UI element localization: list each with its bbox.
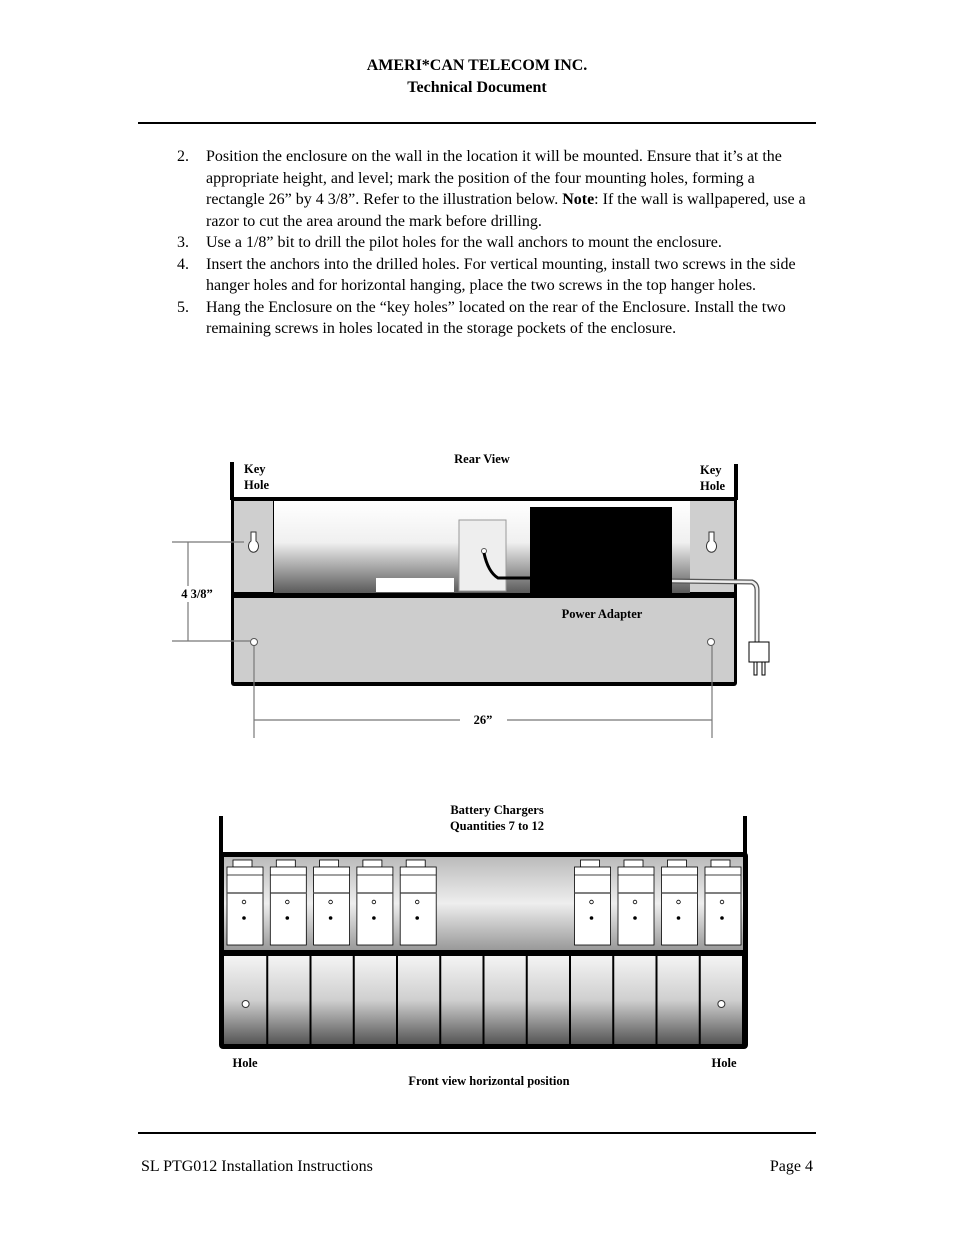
key-hole-label-right: Hole bbox=[700, 479, 725, 493]
storage-pocket bbox=[441, 956, 482, 1044]
indicator-led bbox=[242, 900, 246, 904]
mounting-hole bbox=[242, 1001, 249, 1008]
indicator-led bbox=[329, 900, 333, 904]
indicator-led bbox=[720, 900, 724, 904]
step-text: Insert the anchors into the drilled holes. For vertical mounting, install two screws in the side hanger holes and for horizontal hanging, place the two screws in the top hanger holes. bbox=[206, 255, 796, 294]
storage-pocket bbox=[485, 956, 526, 1044]
power-plug-icon bbox=[749, 642, 769, 662]
battery-charger bbox=[314, 860, 350, 945]
step-number: 3. bbox=[177, 234, 189, 251]
storage-pocket bbox=[312, 956, 353, 1044]
storage-pocket bbox=[355, 956, 396, 1044]
indicator-led bbox=[329, 916, 333, 920]
indicator-led bbox=[286, 916, 290, 920]
step-number: 5. bbox=[177, 298, 189, 316]
battery-charger bbox=[270, 860, 306, 945]
battery-charger bbox=[400, 860, 436, 945]
indicator-led bbox=[415, 916, 419, 920]
battery-charger bbox=[662, 860, 698, 945]
indicator-led bbox=[286, 900, 290, 904]
indicator-led bbox=[677, 916, 681, 920]
indicator-led bbox=[720, 916, 724, 920]
rear-view-diagram bbox=[172, 452, 769, 738]
power-adapter-label: Power Adapter bbox=[561, 607, 643, 621]
key-hole-label-left: Hole bbox=[244, 478, 269, 492]
step-text: Use a 1/8” bit to drill the pilot holes for the wall anchors to mount the enclosure. bbox=[206, 234, 722, 251]
battery-charger bbox=[705, 860, 741, 945]
indicator-led bbox=[633, 900, 637, 904]
indicator-led bbox=[372, 916, 376, 920]
hole-label-right: Hole bbox=[711, 1056, 737, 1070]
width-dimension-label: 26” bbox=[473, 713, 493, 727]
note-label: Note bbox=[562, 191, 595, 208]
mounting-hole bbox=[718, 1001, 725, 1008]
front-view-diagram bbox=[219, 803, 748, 1088]
storage-pocket bbox=[571, 956, 612, 1044]
lower-panel bbox=[234, 598, 734, 682]
step-number: 4. bbox=[177, 255, 189, 273]
indicator-led bbox=[633, 916, 637, 920]
battery-charger bbox=[618, 860, 654, 945]
indicator-led bbox=[677, 900, 681, 904]
company-name: AMERI*CAN TELECOM INC. bbox=[366, 57, 588, 74]
height-dimension-label: 4 3/8” bbox=[181, 587, 213, 601]
front-view-subtitle: Quantities 7 to 12 bbox=[449, 819, 545, 833]
front-view-caption: Front view horizontal position bbox=[408, 1074, 570, 1088]
indicator-led bbox=[242, 916, 246, 920]
indicator-led bbox=[415, 900, 419, 904]
storage-pocket bbox=[224, 956, 266, 1044]
battery-charger bbox=[357, 860, 393, 945]
storage-pocket bbox=[268, 956, 309, 1044]
storage-pocket bbox=[614, 956, 655, 1044]
step-text: Hang the Enclosure on the “key holes” located on the rear of the Enclosure. Install the two remaining screws in holes located in the storage pockets of the enclosure. bbox=[206, 298, 786, 337]
battery-charger bbox=[575, 860, 611, 945]
step-text: Position the enclosure on the wall in the location it will be mounted. Ensure that it’s at the appropriate height, and level; mark the position of the four mounting holes, forming a rectangle 26” by 4 3/8”. Refer to the illustration below. bbox=[206, 148, 782, 208]
indicator-led bbox=[590, 916, 594, 920]
document-subtitle: Technical Document bbox=[407, 79, 547, 96]
battery-charger bbox=[227, 860, 263, 945]
hole-label-left: Hole bbox=[232, 1056, 258, 1070]
label-strip bbox=[376, 578, 454, 592]
front-view-title: Battery Chargers bbox=[450, 803, 544, 817]
indicator-led bbox=[590, 900, 594, 904]
footer-page-number: Page 4 bbox=[769, 1158, 813, 1175]
storage-pocket bbox=[658, 956, 699, 1044]
key-hole-label-right: Key bbox=[700, 463, 722, 477]
key-hole-label-left: Key bbox=[244, 462, 266, 476]
step-number: 2. bbox=[177, 148, 189, 165]
storage-pocket bbox=[528, 956, 569, 1044]
indicator-led bbox=[372, 900, 376, 904]
outlet-box bbox=[459, 520, 506, 591]
rear-view-title: Rear View bbox=[454, 452, 510, 466]
footer-rule bbox=[138, 1132, 816, 1134]
step-text: : If the wall is wallpapered, use a razor to cut the area around the mark before drilling. bbox=[206, 191, 806, 230]
mounting-hole bbox=[708, 639, 715, 646]
power-adapter bbox=[530, 507, 672, 595]
storage-pocket bbox=[398, 956, 439, 1044]
storage-pocket bbox=[701, 956, 742, 1044]
mounting-hole bbox=[251, 639, 258, 646]
footer-document-name: SL PTG012 Installation Instructions bbox=[141, 1158, 373, 1175]
